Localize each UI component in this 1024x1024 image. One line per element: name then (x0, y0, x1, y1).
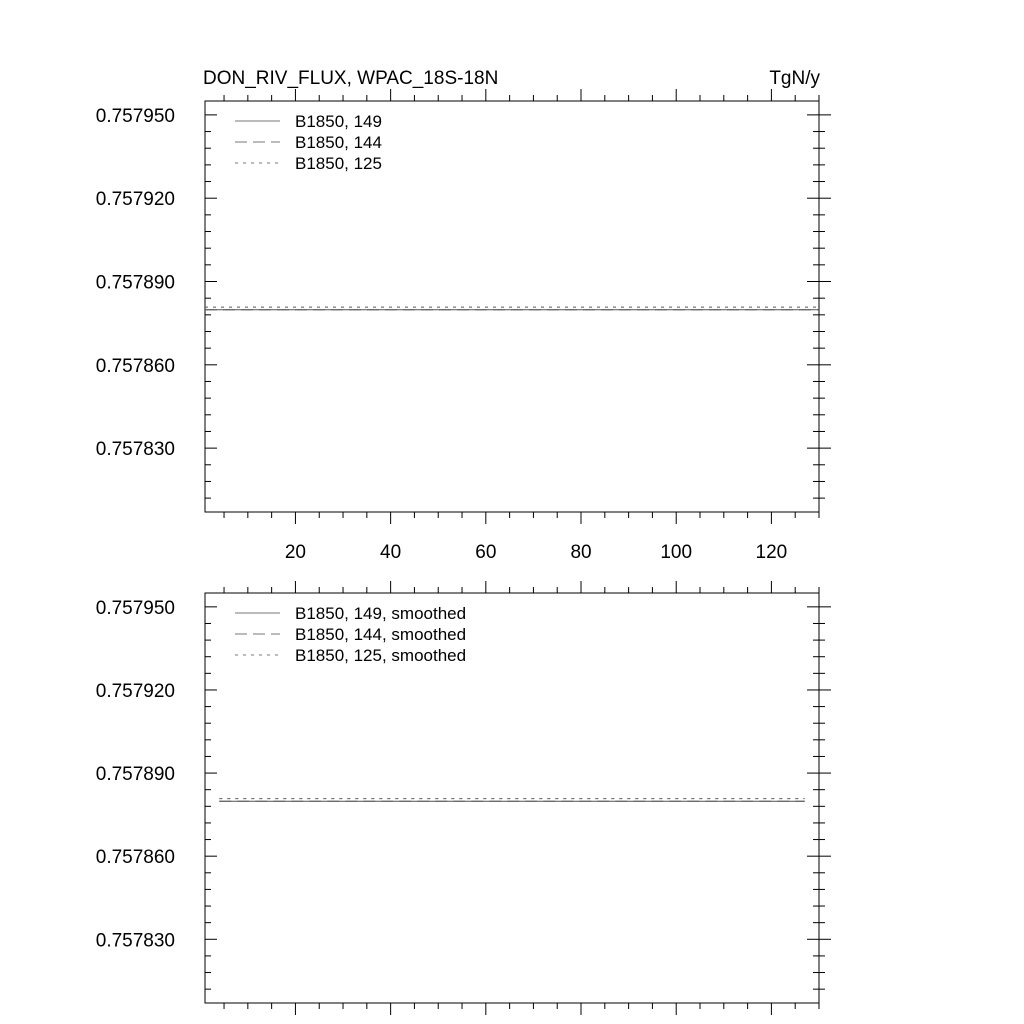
x-tick-label: 80 (570, 542, 592, 563)
units-label: TgN/y (769, 68, 820, 89)
bottom-panel (96, 581, 831, 1015)
y-tick-label: 0.757950 (95, 597, 175, 619)
y-tick-label: 0.757920 (95, 189, 175, 211)
chart-title: DON_RIV_FLUX, WPAC_18S-18N (203, 68, 499, 89)
legend-label: B1850, 144, smoothed (295, 625, 467, 644)
x-tick-label: 20 (284, 542, 307, 563)
x-tick-label: 60 (475, 542, 497, 563)
y-tick-label: 0.757860 (95, 847, 175, 869)
top-panel (96, 89, 831, 563)
x-tick-label: 40 (380, 542, 402, 563)
legend-label: B1850, 144 (295, 133, 382, 152)
x-tick-label: 100 (660, 542, 693, 563)
y-tick-label: 0.757950 (95, 105, 175, 127)
y-tick-label: 0.757860 (95, 355, 175, 377)
y-tick-label: 0.757830 (95, 930, 175, 952)
y-tick-label: 0.757890 (95, 764, 175, 786)
legend-label: B1850, 149 (295, 112, 382, 131)
legend-label: B1850, 125, smoothed (295, 646, 467, 665)
legend-label: B1850, 125 (295, 154, 382, 173)
y-tick-label: 0.757890 (95, 272, 175, 294)
y-tick-label: 0.757920 (95, 680, 175, 702)
legend-label: B1850, 149, smoothed (295, 604, 467, 623)
x-tick-label: 120 (755, 542, 788, 563)
y-tick-label: 0.757830 (95, 439, 175, 461)
